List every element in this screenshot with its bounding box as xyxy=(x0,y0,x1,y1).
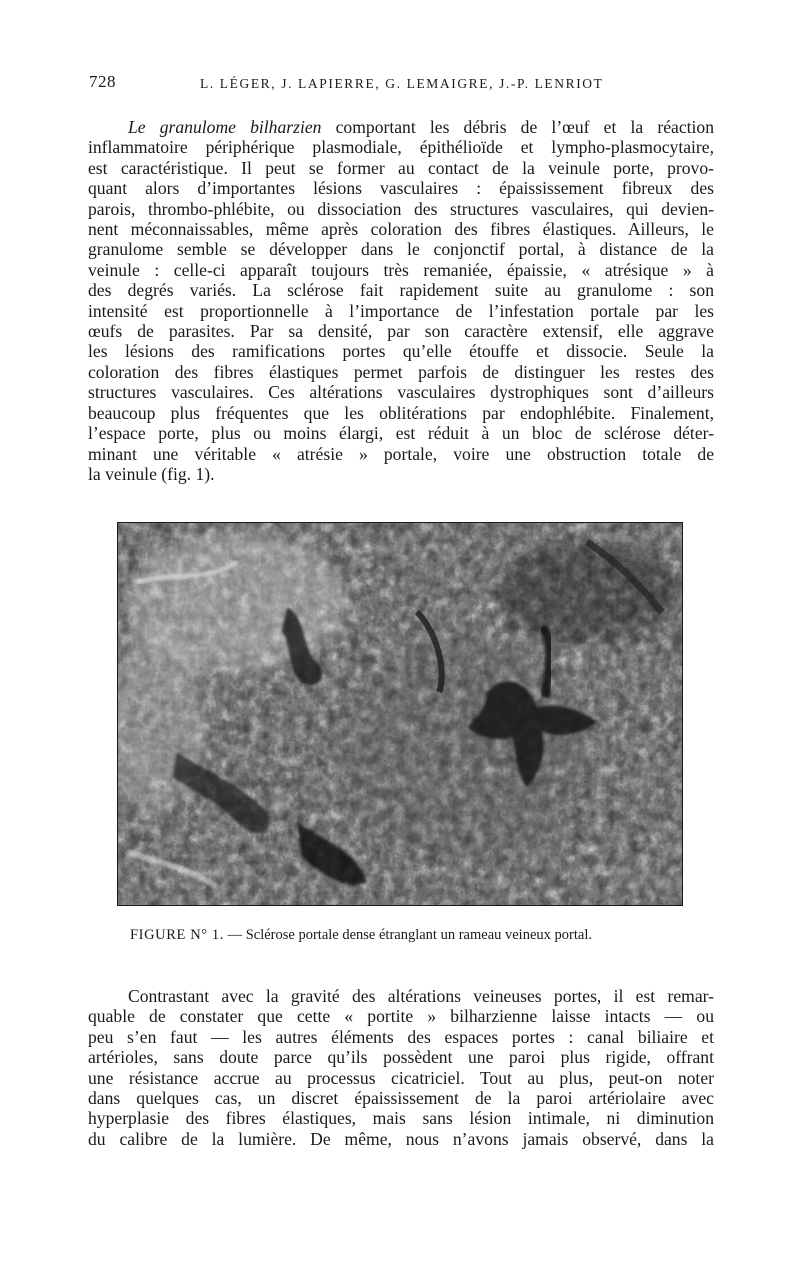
text-line: structures vasculaires. Ces altérations vasculaires dystrophiques sont d’ailleurs xyxy=(88,382,714,403)
text-line: intensité est proportionnelle à l’importance de l’infestation portale par les xyxy=(88,300,714,321)
text-line-fragment: comportant les débris de l’œuf et la réaction xyxy=(321,117,714,137)
text-line: hyperplasie des fibres élastiques, mais sans lésion intimale, ni diminution xyxy=(88,1108,714,1129)
text-line: artérioles, sans doute parce qu’ils possèdent une paroi plus rigide, offrant xyxy=(88,1047,714,1068)
text-line: une résistance accrue au processus cicatriciel. Tout au plus, peut-on noter xyxy=(88,1067,714,1088)
figure-caption xyxy=(130,927,592,944)
text-line: est caractéristique. Il peut se former au contact de la veinule porte, provo- xyxy=(88,157,714,178)
text-line: coloration des fibres élastiques permet parfois de distinguer les restes des xyxy=(88,361,714,382)
body-paragraph-1 xyxy=(88,117,714,484)
text-line: du calibre de la lumière. De même, nous n’avons jamais observé, dans la xyxy=(88,1128,714,1149)
text-line: dans quelques cas, un discret épaississement de la paroi artériolaire avec xyxy=(88,1088,714,1109)
page-number: 728 xyxy=(89,72,116,91)
granulome-term: Le granulome bilharzien xyxy=(128,117,322,137)
micrograph-image xyxy=(117,522,683,906)
text-line: nent méconnaissables, même après coloration des fibres élastiques. Ailleurs, le xyxy=(88,219,714,240)
text-line xyxy=(88,117,714,137)
figure-label: FIGURE N° 1. xyxy=(130,927,224,943)
figure-caption-text: — Sclérose portale dense étranglant un rameau veineux portal. xyxy=(223,927,592,943)
text-line: des degrés variés. La sclérose fait rapidement suite au granulome : son xyxy=(88,280,714,301)
text-line: granulome semble se développer dans le conjonctif portal, à distance de la xyxy=(88,239,714,260)
text-line: minant une véritable « atrésie » portale, voire une obstruction totale de xyxy=(88,443,714,464)
text-line: peu s’en faut — les autres éléments des espaces portes : canal biliaire et xyxy=(88,1026,714,1047)
body-paragraph-2 xyxy=(88,986,714,1149)
text-line: parois, thrombo-phlébite, ou dissociation des structures vasculaires, qui devien- xyxy=(88,198,714,219)
text-line: quable de constater que cette « portite » bilharzienne laisse intacts — ou xyxy=(88,1006,714,1027)
text-line: beaucoup plus fréquentes que les oblitérations par endophlébite. Finalement, xyxy=(88,402,714,423)
text-line: œufs de parasites. Par sa densité, par son caractère extensif, elle aggrave xyxy=(88,321,714,342)
text-line: l’espace porte, plus ou moins élargi, est réduit à un bloc de sclérose déter- xyxy=(88,423,714,444)
running-head-authors: L. LÉGER, J. LAPIERRE, G. LEMAIGRE, J.-P. LENRIOT xyxy=(200,76,604,91)
text-line: inflammatoire périphérique plasmodiale, épithélioïde et lympho-plasmocytaire, xyxy=(88,137,714,158)
text-line: les lésions des ramifications portes qu’elle étouffe et dissocie. Seule la xyxy=(88,341,714,362)
text-line: la veinule (fig. 1). xyxy=(88,463,215,484)
text-line: quant alors d’importantes lésions vasculaires : épaississement fibreux des xyxy=(88,178,714,199)
text-line: veinule : celle-ci apparaît toujours très remaniée, épaissie, « atrésique » à xyxy=(88,259,714,280)
histology-micrograph xyxy=(117,522,683,906)
text-line: Contrastant avec la gravité des altérations veineuses portes, il est remar- xyxy=(128,986,714,1006)
